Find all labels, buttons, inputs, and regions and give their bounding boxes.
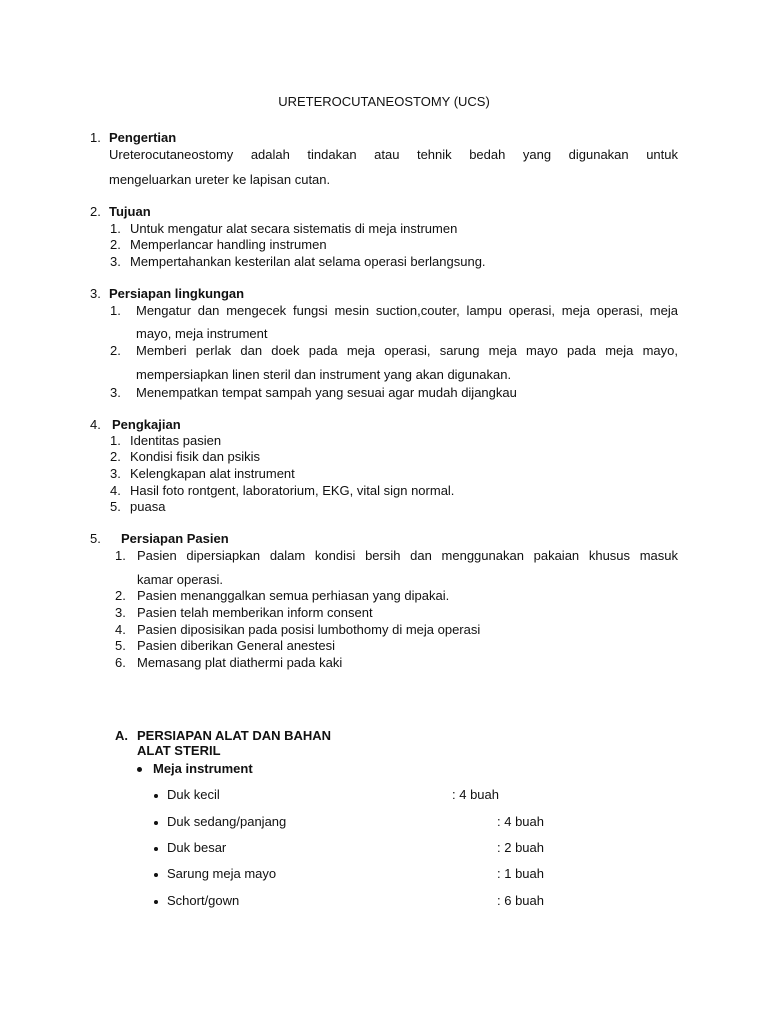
list-item-number: 5. (115, 638, 126, 653)
section-5-number: 5. (90, 531, 101, 546)
list-item-text: Pasien diposisikan pada posisi lumbothomy di meja operasi (137, 622, 481, 637)
section-5-heading: Persiapan Pasien (121, 531, 229, 546)
list-item-number: 1. (110, 221, 121, 236)
item-name: Duk sedang/panjang (167, 814, 287, 829)
list-item-text-line-2: mayo, meja instrument (136, 326, 268, 341)
list-item-number: 5. (110, 499, 121, 514)
item-name: Sarung meja mayo (167, 866, 277, 881)
list-item-text: Pasien telah memberikan inform consent (137, 605, 373, 620)
list-item-number: 6. (115, 655, 126, 670)
list-item-text-line-1: Pasien dipersiapkan dalam kondisi bersih dan menggunakan pakaian khusus masuk (137, 548, 678, 563)
list-item-number: 3. (110, 466, 121, 481)
list-item-number: 1. (115, 548, 126, 563)
list-item-text-line-1: Mengatur dan mengecek fungsi mesin suction,couter, lampu operasi, meja operasi, meja (136, 303, 678, 318)
bullet-icon (154, 847, 158, 851)
list-item-number: 3. (115, 605, 126, 620)
section-1-heading: Pengertian (109, 130, 177, 145)
item-name: Duk kecil (167, 787, 220, 802)
list-item-number: 1. (110, 433, 121, 448)
bullet-icon (154, 821, 158, 825)
document-title: URETEROCUTANEOSTOMY (UCS) (278, 94, 490, 109)
list-item-text: Menempatkan tempat sampah yang sesuai agar mudah dijangkau (136, 385, 517, 400)
list-item-number: 4. (110, 483, 121, 498)
bullet-icon (154, 873, 158, 877)
section-3-heading: Persiapan lingkungan (109, 286, 245, 301)
list-item-text: Kelengkapan alat instrument (130, 466, 295, 481)
section-2-heading: Tujuan (109, 204, 151, 219)
item-name: Duk besar (167, 840, 227, 855)
list-item-text: Pasien menanggalkan semua perhiasan yang dipakai. (137, 588, 450, 603)
list-item-text-line-1: Memberi perlak dan doek pada meja operasi, sarung meja mayo pada meja mayo, (136, 343, 678, 358)
list-item-number: 2. (110, 449, 121, 464)
list-item-number: 2. (110, 343, 121, 358)
section-1-number: 1. (90, 130, 101, 145)
section-a-heading: PERSIAPAN ALAT DAN BAHAN (137, 728, 332, 743)
group-heading: Meja instrument (153, 761, 253, 776)
list-item-text-line-2: mempersiapkan linen steril dan instrument yang akan digunakan. (136, 367, 512, 382)
bullet-icon (154, 794, 158, 798)
section-4-number: 4. (90, 417, 101, 432)
list-item-text: Untuk mengatur alat secara sistematis di meja instrumen (130, 221, 458, 236)
item-quantity: : 1 buah (497, 866, 544, 881)
bullet-icon (137, 767, 142, 772)
list-item-text: puasa (130, 499, 166, 514)
item-quantity: : 4 buah (452, 787, 499, 802)
item-quantity: : 2 buah (497, 840, 544, 855)
list-item-text: Hasil foto rontgent, laboratorium, EKG, vital sign normal. (130, 483, 455, 498)
item-quantity: : 4 buah (497, 814, 544, 829)
list-item-number: 2. (110, 237, 121, 252)
section-4-heading: Pengkajian (112, 417, 181, 432)
section-2-number: 2. (90, 204, 101, 219)
section-1-paragraph-line-1: Ureterocutaneostomy adalah tindakan atau tehnik bedah yang digunakan untuk (109, 147, 678, 162)
list-item-text: Kondisi fisik dan psikis (130, 449, 261, 464)
list-item-number: 1. (110, 303, 121, 318)
section-3-number: 3. (90, 286, 101, 301)
list-item-text: Pasien diberikan General anestesi (137, 638, 336, 653)
section-a-letter: A. (115, 728, 128, 743)
list-item-number: 3. (110, 385, 121, 400)
list-item-number: 3. (110, 254, 121, 269)
list-item-number: 2. (115, 588, 126, 603)
section-a-subheading: ALAT STERIL (137, 743, 221, 758)
list-item-number: 4. (115, 622, 126, 637)
list-item-text: Mempertahankan kesterilan alat selama operasi berlangsung. (130, 254, 486, 269)
item-name: Schort/gown (167, 893, 240, 908)
list-item-text: Identitas pasien (130, 433, 222, 448)
bullet-icon (154, 900, 158, 904)
item-quantity: : 6 buah (497, 893, 544, 908)
section-1-paragraph-line-2: mengeluarkan ureter ke lapisan cutan. (109, 172, 331, 187)
list-item-text: Memasang plat diathermi pada kaki (137, 655, 343, 670)
list-item-text: Memperlancar handling instrumen (130, 237, 327, 252)
list-item-text-line-2: kamar operasi. (137, 572, 223, 587)
